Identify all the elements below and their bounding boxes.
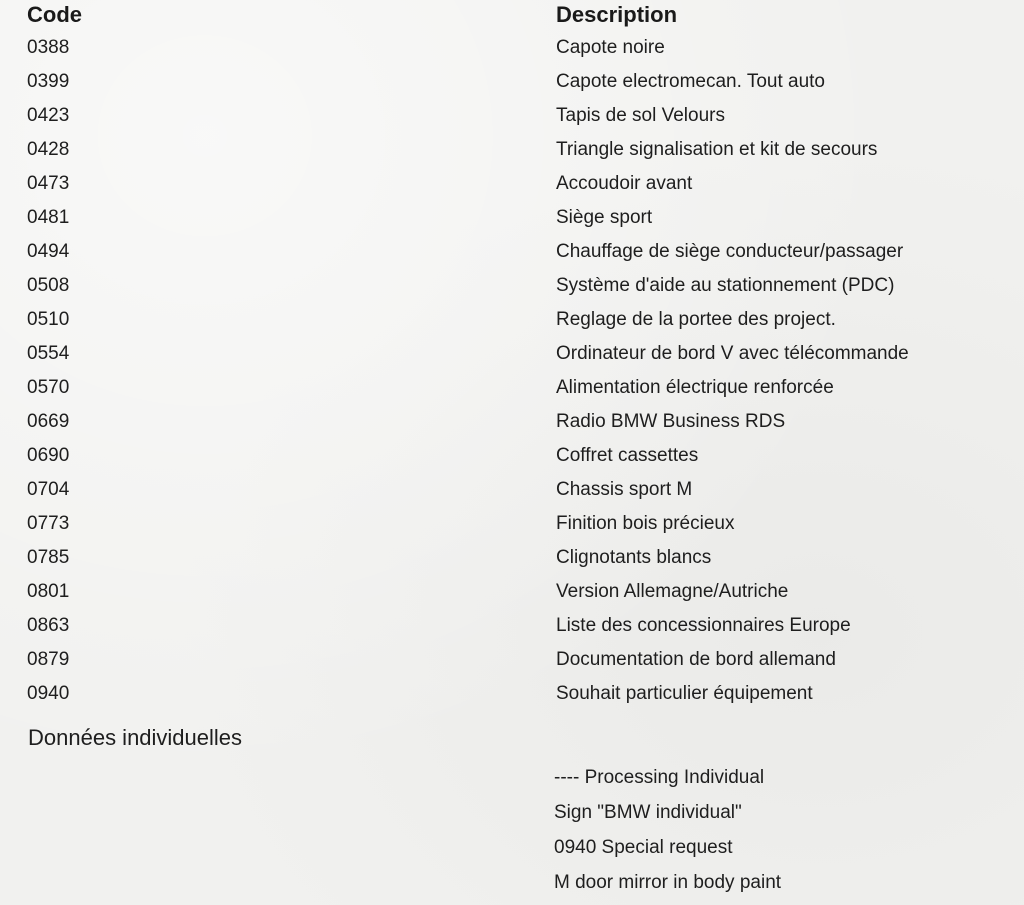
option-code: 0473 xyxy=(27,173,70,194)
option-description: Triangle signalisation et kit de secours xyxy=(556,139,878,160)
option-row xyxy=(0,303,1024,337)
column-header-description: Description xyxy=(556,2,678,27)
option-code: 0388 xyxy=(27,37,70,58)
individual-note-line: 0940 Special request xyxy=(554,837,733,858)
option-code: 0863 xyxy=(27,615,70,636)
option-description: Version Allemagne/Autriche xyxy=(556,581,789,602)
option-row xyxy=(0,371,1024,405)
individual-note-line: Sign "BMW individual" xyxy=(554,802,742,823)
option-code: 0423 xyxy=(27,105,70,126)
option-row xyxy=(0,507,1024,541)
option-code: 0704 xyxy=(27,479,70,500)
option-description: Alimentation électrique renforcée xyxy=(556,377,834,398)
option-description: Siège sport xyxy=(556,207,653,228)
option-description: Capote noire xyxy=(556,37,665,58)
option-code: 0879 xyxy=(27,649,70,670)
option-row xyxy=(0,235,1024,269)
option-row xyxy=(0,473,1024,507)
option-row xyxy=(0,677,1024,711)
option-row xyxy=(0,167,1024,201)
option-description: Radio BMW Business RDS xyxy=(556,411,786,432)
option-code: 0428 xyxy=(27,139,70,160)
option-code: 0690 xyxy=(27,445,70,466)
option-row xyxy=(0,643,1024,677)
option-row xyxy=(0,65,1024,99)
option-code: 0494 xyxy=(27,241,70,262)
option-description: Reglage de la portee des project. xyxy=(556,309,836,330)
option-code: 0669 xyxy=(27,411,70,432)
option-row xyxy=(0,133,1024,167)
option-row xyxy=(0,31,1024,65)
option-code: 0399 xyxy=(27,71,70,92)
option-row xyxy=(0,405,1024,439)
individual-section-title: Données individuelles xyxy=(28,725,243,750)
individual-note-line: M door mirror in body paint xyxy=(554,872,782,893)
option-description: Chassis sport M xyxy=(556,479,693,500)
option-description: Chauffage de siège conducteur/passager xyxy=(556,241,904,262)
option-row xyxy=(0,99,1024,133)
individual-note-line: ---- Processing Individual xyxy=(554,767,765,788)
option-description: Clignotants blancs xyxy=(556,547,712,568)
option-description: Souhait particulier équipement xyxy=(556,683,813,704)
option-description: Ordinateur de bord V avec télécommande xyxy=(556,343,909,364)
option-description: Documentation de bord allemand xyxy=(556,649,836,670)
option-code: 0785 xyxy=(27,547,70,568)
option-description: Coffret cassettes xyxy=(556,445,699,466)
option-description: Accoudoir avant xyxy=(556,173,693,194)
option-description: Finition bois précieux xyxy=(556,513,735,534)
option-code: 0773 xyxy=(27,513,70,534)
option-description: Capote electromecan. Tout auto xyxy=(556,71,825,92)
option-row xyxy=(0,201,1024,235)
option-code: 0940 xyxy=(27,683,70,704)
column-header-code: Code xyxy=(27,2,82,27)
option-row xyxy=(0,439,1024,473)
option-description: Liste des concessionnaires Europe xyxy=(556,615,851,636)
option-code: 0554 xyxy=(27,343,70,364)
option-code: 0510 xyxy=(27,309,70,330)
option-row xyxy=(0,575,1024,609)
option-code: 0570 xyxy=(27,377,70,398)
option-description: Système d'aide au stationnement (PDC) xyxy=(556,275,895,296)
option-row xyxy=(0,269,1024,303)
option-description: Tapis de sol Velours xyxy=(556,105,725,126)
option-code: 0801 xyxy=(27,581,70,602)
option-code: 0481 xyxy=(27,207,70,228)
option-row xyxy=(0,337,1024,371)
options-list xyxy=(0,31,1024,711)
option-row xyxy=(0,541,1024,575)
option-code: 0508 xyxy=(27,275,70,296)
option-row xyxy=(0,609,1024,643)
individual-notes xyxy=(554,760,781,900)
